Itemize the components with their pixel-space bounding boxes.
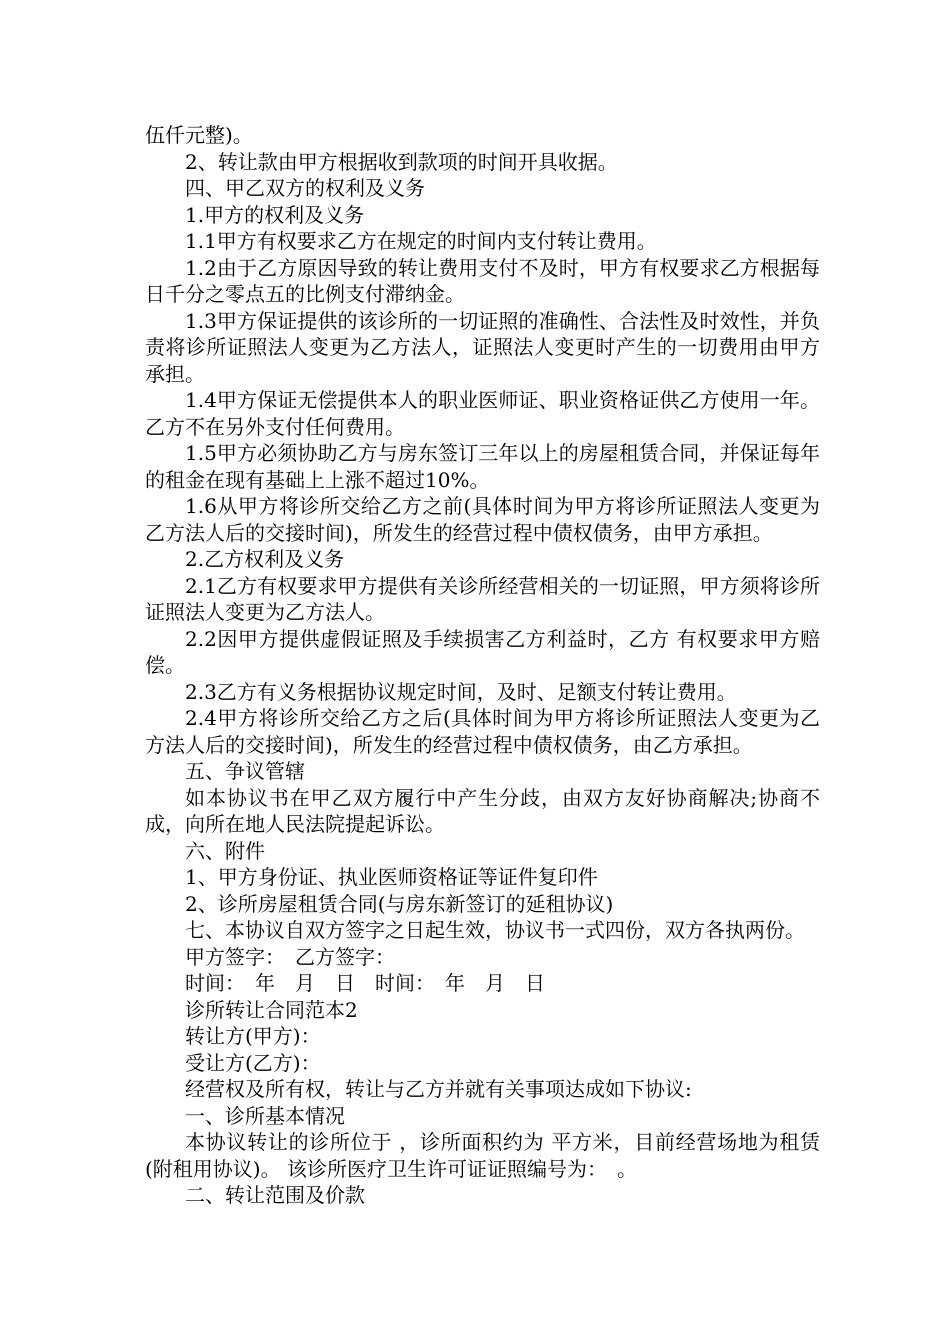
clause: 1.4甲方保证无偿提供本人的职业医师证、职业资格证供乙方使用一年。乙方不在另外支付任何费用。 xyxy=(145,388,820,439)
section-heading: 一、诊所基本情况 xyxy=(185,1103,345,1128)
signature-line: 甲方签字： 乙方签字： xyxy=(185,944,395,969)
paragraph: 如本协议书在甲乙双方履行中产生分歧，由双方友好协商解决;协商不成，向所在地人民法院提起诉讼。 xyxy=(145,785,820,836)
clause: 1.1甲方有权要求乙方在规定的时间内支付转让费用。 xyxy=(185,229,657,253)
subsection-heading: 2.乙方权利及义务 xyxy=(185,547,345,571)
paragraph: 2、转让款由甲方根据收到款项的时间开具收据。 xyxy=(185,149,618,174)
clause: 2.2因甲方提供虚假证照及手续损害乙方利益时，乙方 有权要求甲方赔偿。 xyxy=(145,626,820,677)
paragraph: 经营权及所有权，转让与乙方并就有关事项达成如下协议: xyxy=(185,1077,692,1101)
paragraph: 本协议转让的诊所位于 ，诊所面积约为 平方米，目前经营场地为租赁(附租用协议)。 该诊所医疗卫生许可证证照编号为： 。 xyxy=(145,1130,820,1181)
section-heading: 六、附件 xyxy=(185,838,265,863)
attachment-item: 2、诊所房屋租赁合同(与房东新签订的延租协议) xyxy=(185,891,614,916)
clause: 1.3甲方保证提供的该诊所的一切证照的准确性、合法性及时效性，并负责将诊所证照法人变更为乙方法人，证照法人变更时产生的一切费用由甲方承担。 xyxy=(145,308,820,386)
clause: 1.5甲方必须协助乙方与房东签订三年以上的房屋租赁合同，并保证每年的租金在现有基础上上涨不超过10%。 xyxy=(145,441,820,492)
clause: 2.1乙方有权要求甲方提供有关诊所经营相关的一切证照，甲方须将诊所证照法人变更为乙方法人。 xyxy=(145,573,820,624)
clause: 2.3乙方有义务根据协议规定时间，及时、足额支付转让费用。 xyxy=(185,679,737,704)
section-heading: 二、转让范围及价款 xyxy=(185,1183,365,1207)
subsection-heading: 1.甲方的权利及义务 xyxy=(185,202,365,227)
attachment-item: 1、甲方身份证、执业医师资格证等证件复印件 xyxy=(185,865,598,889)
clause: 2.4甲方将诊所交给乙方之后(具体时间为甲方将诊所证照法人变更为乙方法人后的交接时间)，所发生的经营过程中债权债务，由乙方承担。 xyxy=(145,706,820,757)
paragraph: 伍仟元整)。 xyxy=(145,123,253,147)
party-line: 受让方(乙方)： xyxy=(185,1050,321,1075)
date-line: 时间： 年 月 日 时间： 年 月 日 xyxy=(185,971,545,995)
document-body xyxy=(145,122,820,1209)
clause: 1.2由于乙方原因导致的转让费用支付不及时，甲方有权要求乙方根据每日千分之零点五的比例支付滞纳金。 xyxy=(145,255,820,306)
section-heading: 七、本协议自双方签字之日起生效，协议书一式四份，双方各执两份。 xyxy=(185,918,805,942)
section-heading: 五、争议管辖 xyxy=(185,759,305,783)
clause: 1.6从甲方将诊所交给乙方之前(具体时间为甲方将诊所证照法人变更为乙方法人后的交接时间)，所发生的经营过程中债权债务，由甲方承担。 xyxy=(145,494,820,545)
section-heading: 四、甲乙双方的权利及义务 xyxy=(185,176,425,200)
party-line: 转让方(甲方)： xyxy=(185,1024,321,1048)
document-title: 诊所转让合同范本2 xyxy=(185,997,358,1022)
